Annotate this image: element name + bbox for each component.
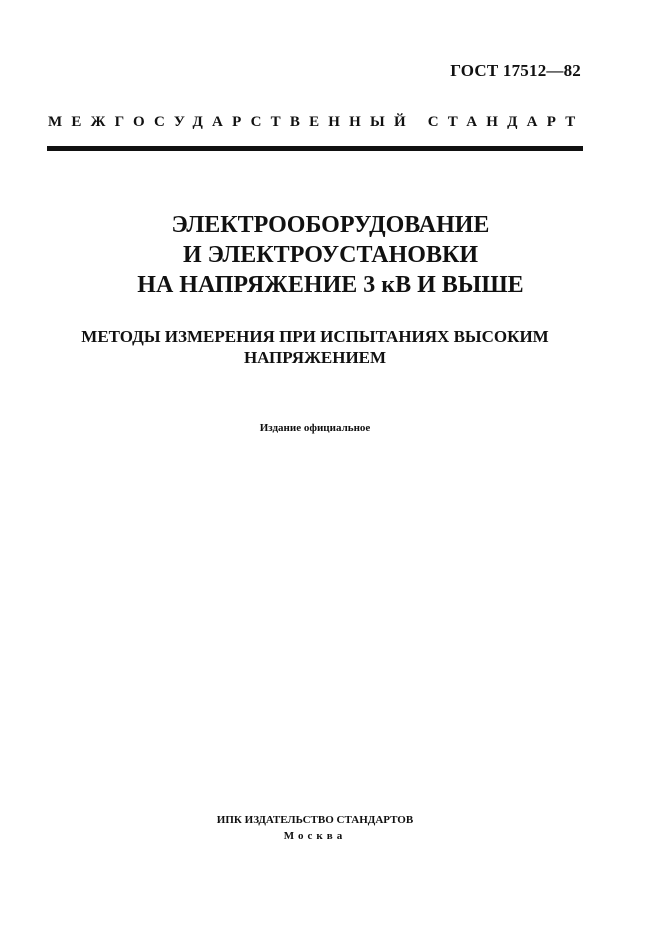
title-line: И ЭЛЕКТРОУСТАНОВКИ xyxy=(182,242,479,268)
publisher-name: ИПК ИЗДАТЕЛЬСТВО СТАНДАРТОВ xyxy=(216,814,414,826)
edition-note: Издание официальное xyxy=(259,422,371,434)
title-line: ЭЛЕКТРООБОРУДОВАНИЕ xyxy=(171,212,490,238)
header-divider xyxy=(47,146,583,151)
publisher-city: Москва xyxy=(283,830,347,842)
subtitle-line: НАПРЯЖЕНИЕМ xyxy=(243,348,387,367)
publisher-block xyxy=(0,812,630,844)
document-subtitle xyxy=(0,326,630,368)
document-number: ГОСТ 17512—82 xyxy=(450,61,581,80)
document-title xyxy=(0,210,661,300)
standard-type-heading: МЕЖГОСУДАРСТВЕННЫЙ СТАНДАРТ xyxy=(48,114,585,130)
subtitle-line: МЕТОДЫ ИЗМЕРЕНИЯ ПРИ ИСПЫТАНИЯХ ВЫСОКИМ xyxy=(81,327,549,346)
title-line: НА НАПРЯЖЕНИЕ 3 кВ И ВЫШЕ xyxy=(137,272,524,298)
